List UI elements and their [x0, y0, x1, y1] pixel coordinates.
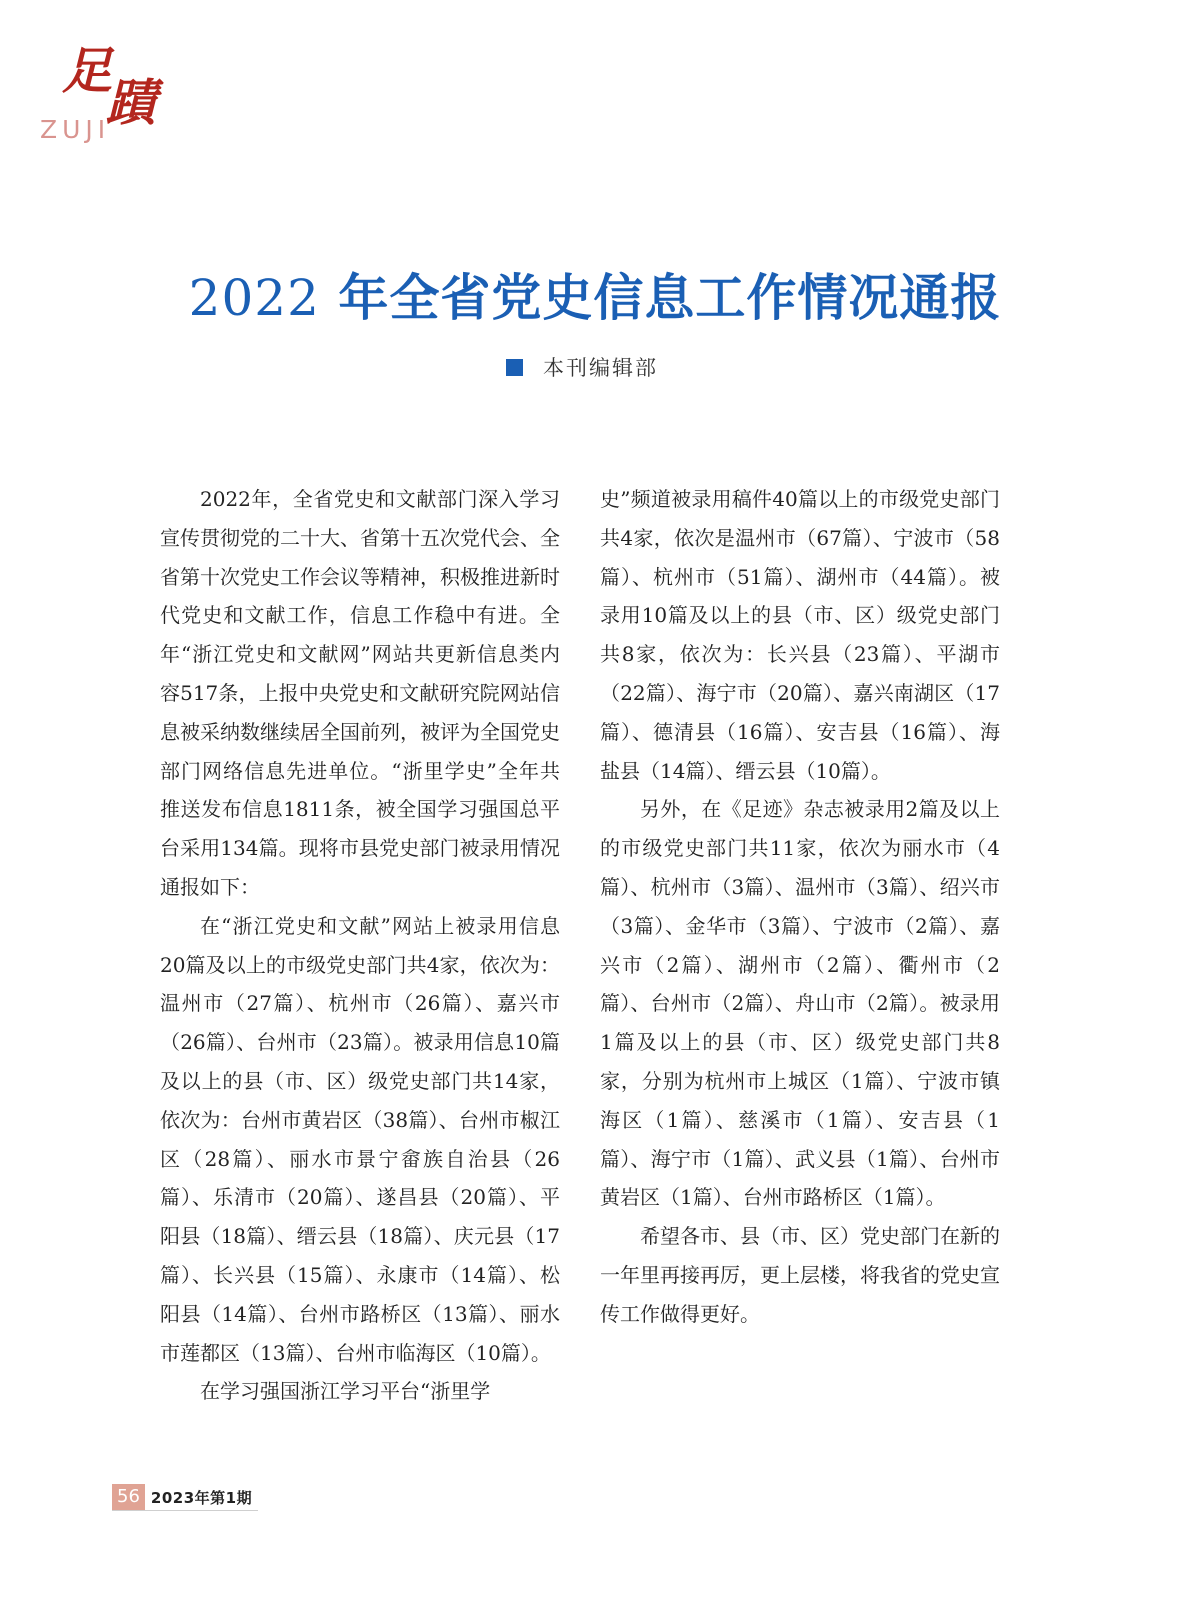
byline-square-icon — [506, 359, 523, 376]
byline-author: 本刊编辑部 — [543, 356, 658, 380]
title-year: 2022 — [188, 269, 320, 327]
page-number: 56 — [112, 1484, 145, 1510]
right-column — [600, 480, 1000, 1334]
paragraph: 另外，在《足迹》杂志被录用2篇及以上的市级党史部门共11家，依次为丽水市（4篇）、杭州市（3篇）、温州市（3篇）、绍兴市（3篇）、金华市（3篇）、宁波市（2篇）、嘉兴市（2篇）、湖州市（2篇）、衢州市（2篇）、台州市（2篇）、舟山市（2篇）。被录用1篇及以上的县（市、区）级党史部门共8家，分别为杭州市上城区（1篇）、宁波市镇海区（1篇）、慈溪市（1篇）、安吉县（1篇）、海宁市（1篇）、武义县（1篇）、台州市黄岩区（1篇）、台州市路桥区（1篇）。 — [600, 797, 1000, 1210]
issue-label: 2023年第1期 — [150, 1488, 253, 1507]
magazine-logo — [40, 42, 180, 152]
logo-chinese — [62, 41, 150, 132]
article-title — [0, 258, 1190, 330]
logo-english: ZUJI — [40, 115, 111, 144]
paragraph: 在“浙江党史和文献”网站上被录用信息20篇及以上的市级党史部门共4家，依次为：温州市（27篇）、杭州市（26篇）、嘉兴市（26篇）、台州市（23篇）。被录用信息10篇及以上的县（市、区）级党史部门共14家，依次为：台州市黄岩区（38篇）、台州市椒江区（28篇）、丽水市景宁畲族自治县（26篇）、乐清市（20篇）、遂昌县（20篇）、平阳县（18篇）、缙云县（18篇）、庆元县（17篇）、长兴县（15篇）、永康市（14篇）、松阳县（14篇）、台州市路桥区（13篇）、丽水市莲都区（13篇）、台州市临海区（10篇）。 — [160, 913, 560, 1365]
paragraph: 2022年，全省党史和文献部门深入学习宣传贯彻党的二十大、省第十五次党代会、全省第十次党史工作会议等精神，积极推进新时代党史和文献工作，信息工作稳中有进。全年“浙江党史和文献网”网站共更新信息类内容517条，上报中央党史和文献研究院网站信息被采纳数继续居全国前列，被评为全国党史部门网络信息先进单位。“浙里学史”全年共推送发布信息1811条，被全国学习强国总平台采用134篇。现将市县党史部门被录用情况通报如下： — [160, 487, 560, 899]
byline — [506, 352, 658, 382]
page-footer — [112, 1484, 252, 1510]
logo-char-2: 蹟 — [106, 73, 150, 132]
footer-divider — [112, 1510, 258, 1511]
paragraph-continued: 史”频道被录用稿件40篇以上的市级党史部门共4家，依次是温州市（67篇）、宁波市（58篇）、杭州市（51篇）、湖州市（44篇）。被录用10篇及以上的县（市、区）级党史部门共8家，依次为：长兴县（23篇）、平湖市（22篇）、海宁市（20篇）、嘉兴南湖区（17篇）、德清县（16篇）、安吉县（16篇）、海盐县（14篇）、缙云县（10篇）。 — [600, 487, 1000, 783]
paragraph: 希望各市、县（市、区）党史部门在新的一年里再接再厉，更上层楼，将我省的党史宣传工作做得更好。 — [600, 1224, 1000, 1326]
left-column — [160, 480, 560, 1411]
logo-char-1: 足 — [62, 41, 106, 100]
paragraph: 在学习强国浙江学习平台“浙里学 — [200, 1379, 491, 1404]
title-text: 年全省党史信息工作情况通报 — [319, 269, 1002, 327]
